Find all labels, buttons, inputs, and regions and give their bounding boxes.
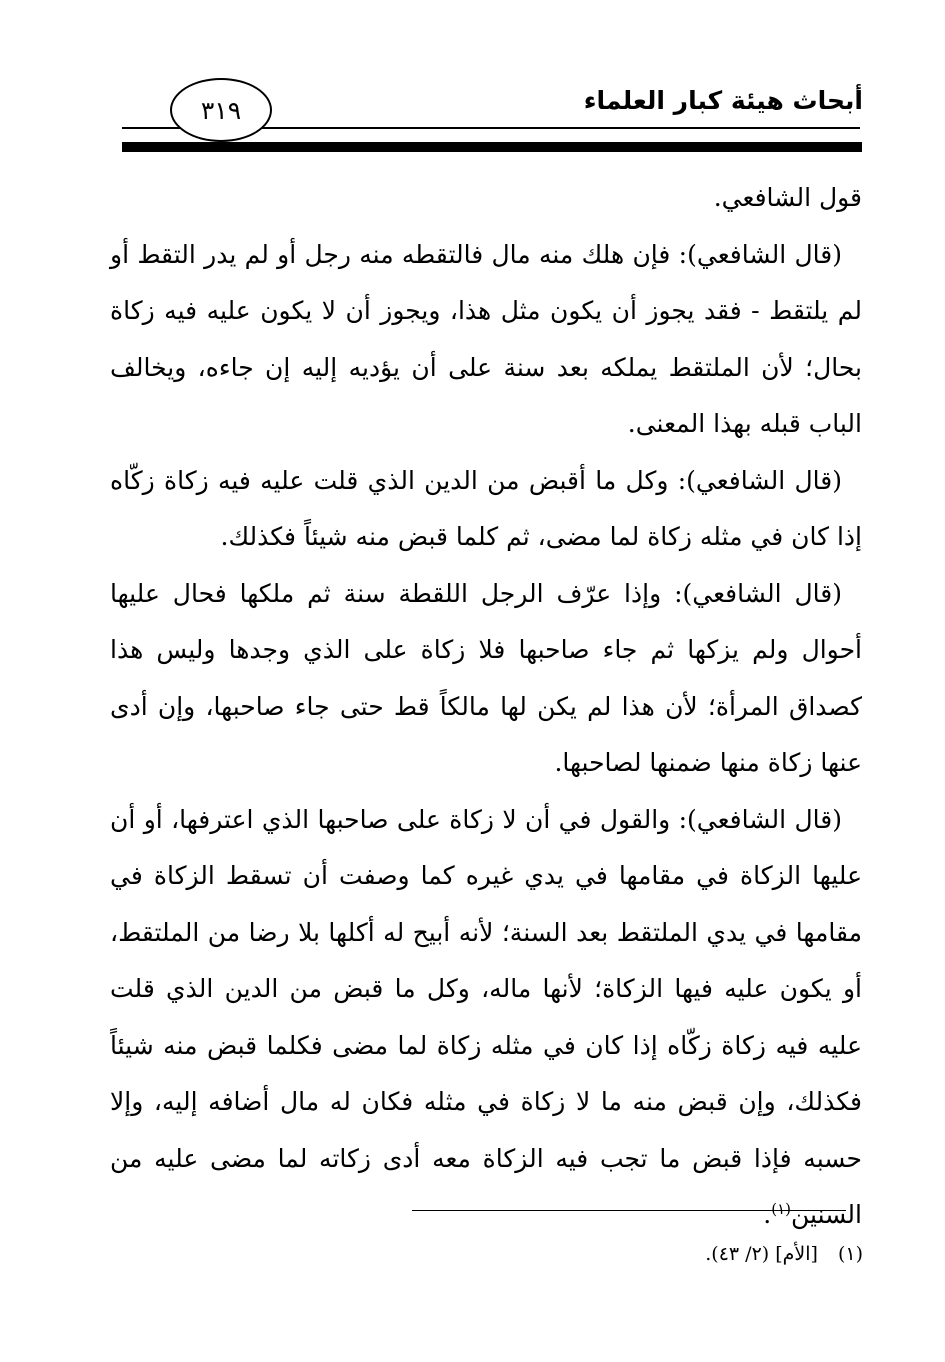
footnote-reference: (١) [771,1200,792,1218]
paragraph-last [110,792,862,1244]
paragraph-end-period: . [763,1200,772,1229]
paragraph: قول الشافعي. [713,183,862,212]
paragraph: (قال الشافعي): وإذا عرّف الرجل اللقطة سنة ثم ملكها فحال عليها أحوال ولم يزكها ثم جاء صاحبها فلا زكاة على الذي وجدها وليس هذا كصداق المرأة؛ لأن هذا لم يكن لها مالكاً قط حتى جاء صاحبها، وإن أدى عنها زكاة منها ضمنها لصاحبها. [110,578,862,777]
footnote-text: [الأم] (٢/ ٤٣). [705,1243,818,1265]
main-text [110,170,862,1244]
running-header-title: أبحاث هيئة كبار العلماء [583,86,863,115]
page-number: ٣١٩ [200,95,242,125]
footnote-number: (١) [837,1243,863,1265]
footnote [705,1243,863,1265]
paragraph: (قال الشافعي): وكل ما أقبض من الدين الذي قلت عليه فيه زكاة زكّاه إذا كان في مثله زكاة لما مضى، ثم كلما قبض منه شيئاً فكذلك. [110,465,862,551]
page-number-badge [170,78,272,142]
header-thick-rule [122,142,862,152]
paragraph-text: (قال الشافعي): والقول في أن لا زكاة على صاحبها الذي اعترفها، أو أن عليها الزكاة في مقامها في يدي غيره كما وصفت أن تسقط الزكاة في مقامها في يدي الملتقط بعد السنة؛ لأنه أبيح له أكلها بلا رضا من الملتقط، أو يكون عليه فيها الزكاة؛ لأنها ماله، وكل ما قبض من الدين الذي قلت عليه فيه زكاة زكّاه إذا كان في مثله زكاة لما مضى فكلما قبض منه شيئاً فكذلك، وإن قبض منه ما لا زكاة في مثله فكان له مال أضافه إليه، وإلا حسبه فإذا قبض ما تجب فيه الزكاة معه أدى زكاته لما مضى عليه من السنين [110,804,862,1229]
paragraph: (قال الشافعي): فإن هلك منه مال فالتقطه منه رجل أو لم يدر التقط أو لم يلتقط - فقد يجوز أن يكون مثل هذا، ويجوز أن لا يكون عليه فيه زكاة بحال؛ لأن الملتقط يملكه بعد سنة على أن يؤديه إليه إن جاءه، ويخالف الباب قبله بهذا المعنى. [110,239,862,438]
footnote-separator [412,1210,846,1211]
